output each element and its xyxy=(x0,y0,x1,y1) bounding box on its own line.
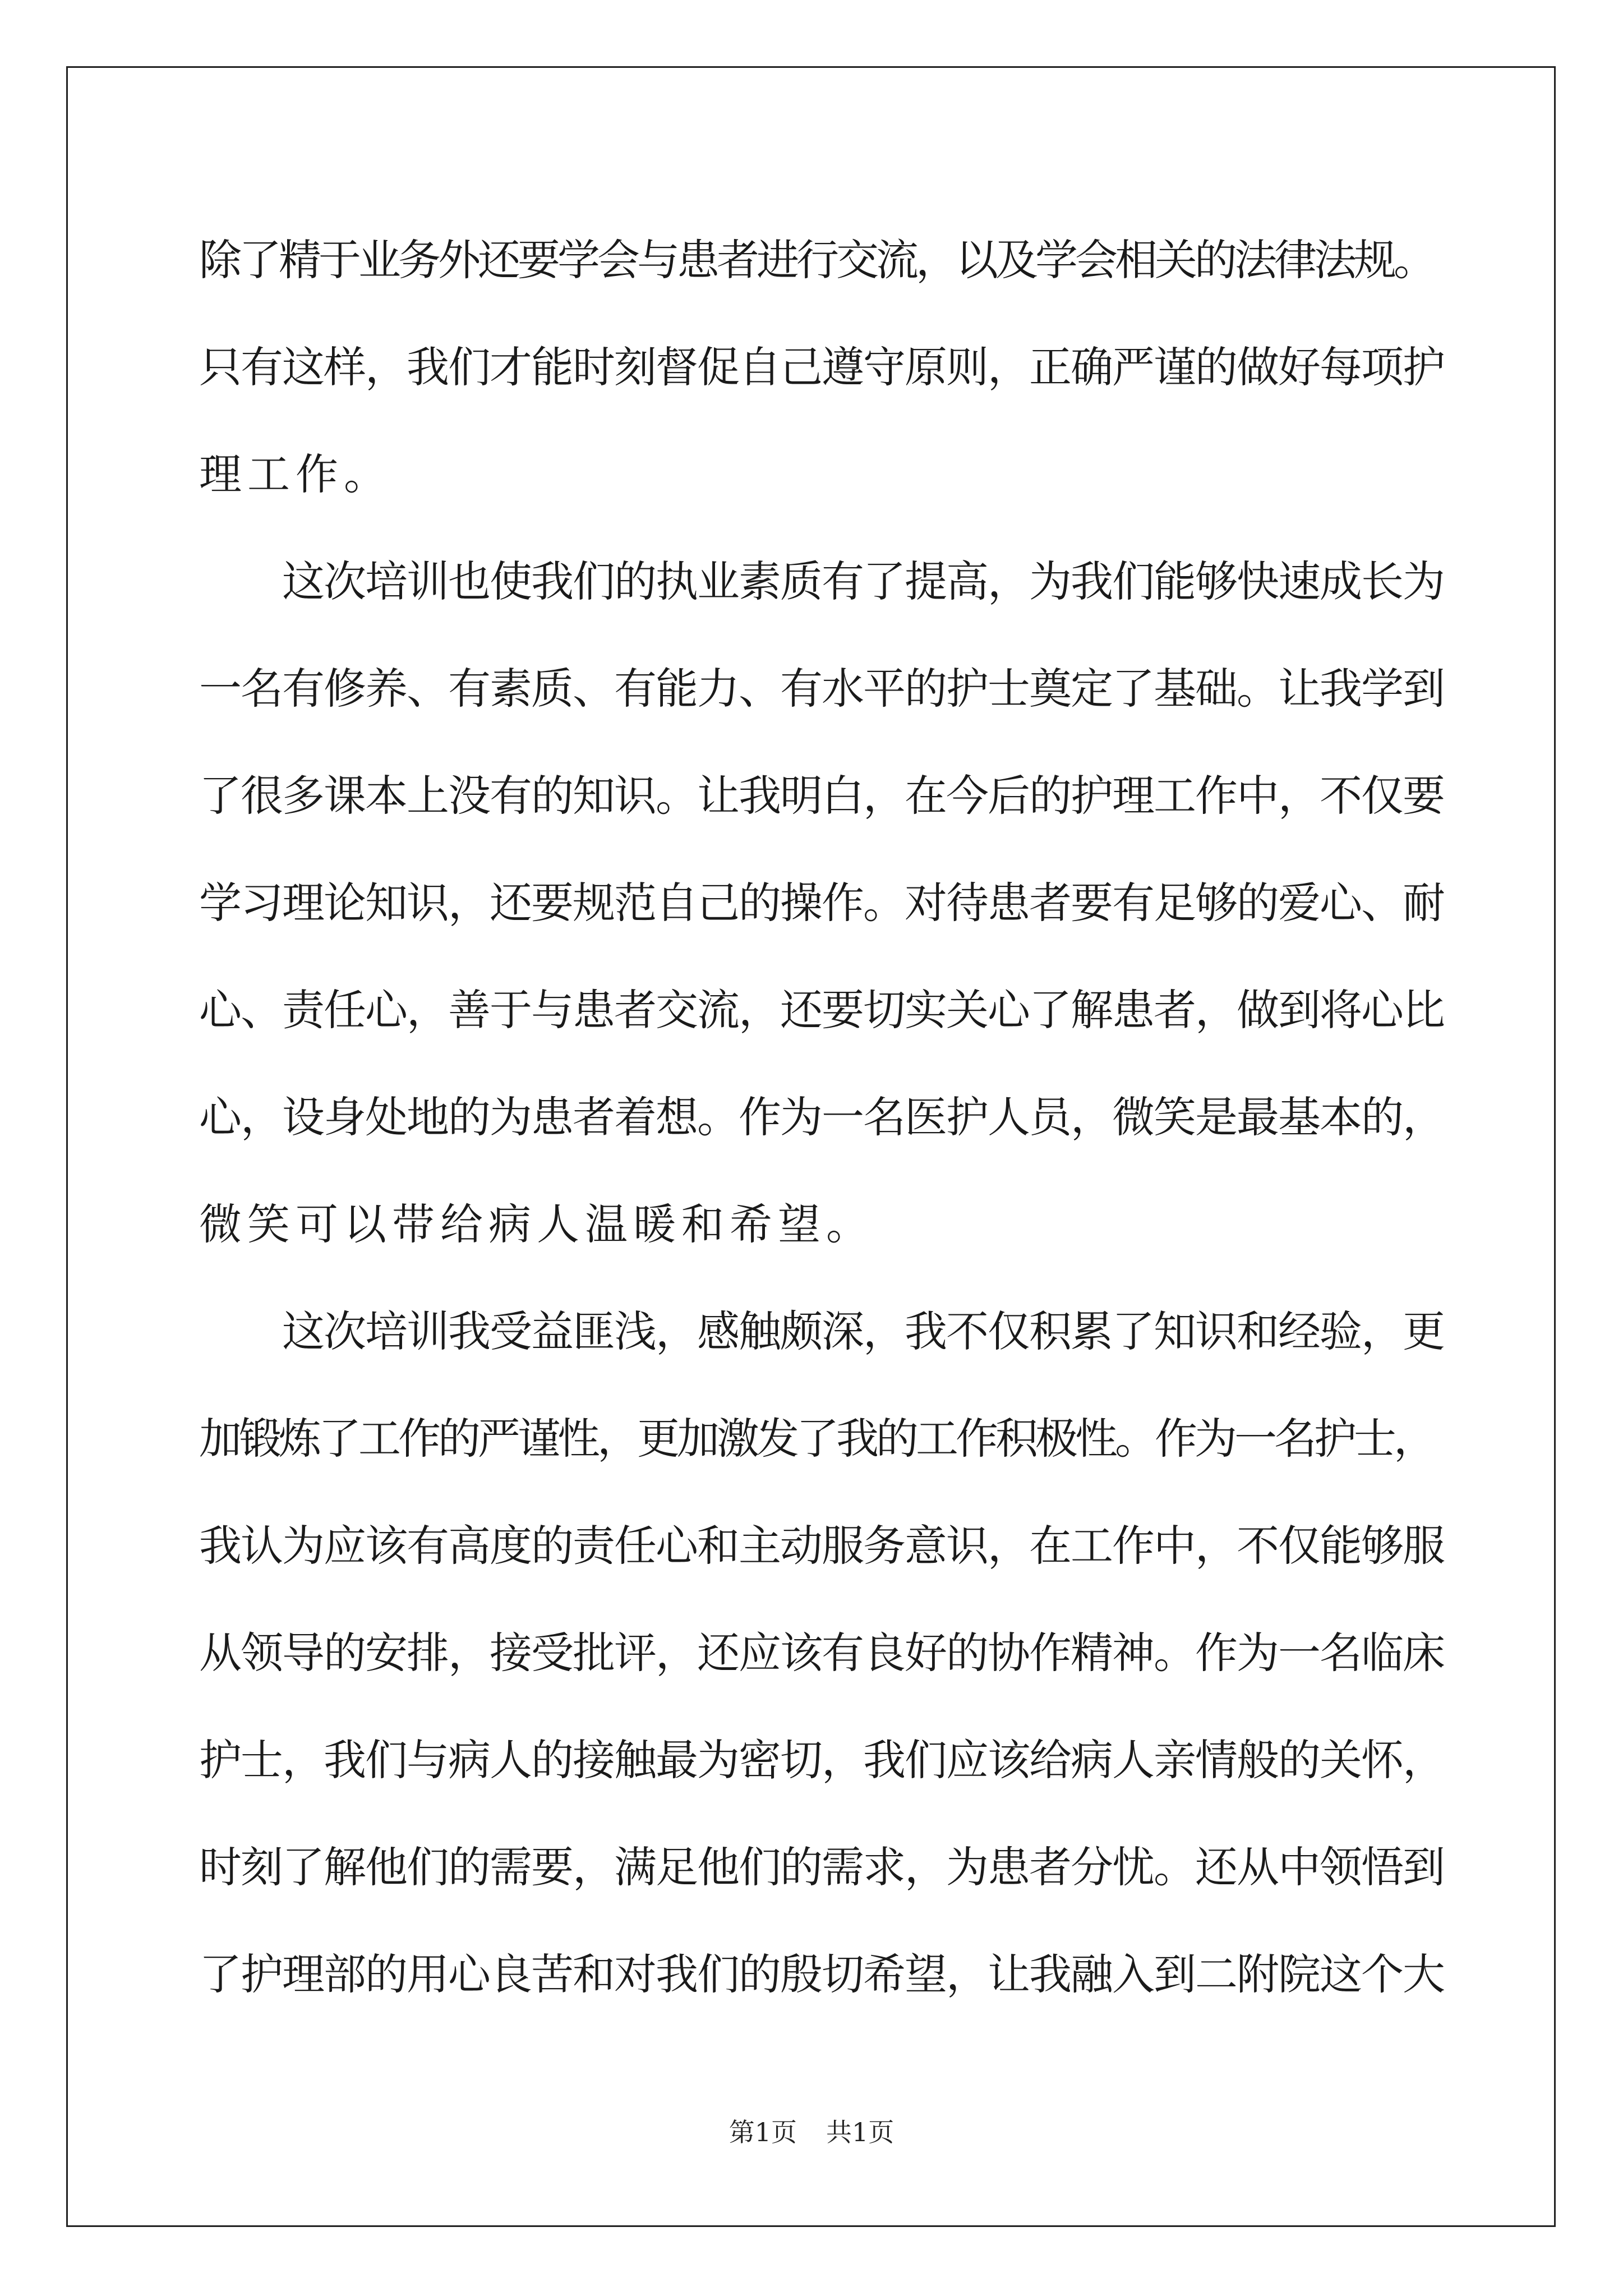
text-line: 心，设身处地的为患者着想。作为一名医护人员，微笑是最基本的， xyxy=(199,1092,1444,1142)
text-line: 只有这样，我们才能时刻督促自己遵守原则，正确严谨的做好每项护 xyxy=(199,342,1444,392)
text-line: 除了精于业务外还要学会与患者进行交流，以及学会相关的法律法规。 xyxy=(199,235,1433,285)
text-line: 理工作。 xyxy=(199,449,392,499)
page-footer xyxy=(0,2112,1623,2149)
text-line: 我认为应该有高度的责任心和主动服务意识，在工作中，不仅能够服 xyxy=(199,1521,1444,1571)
page-total: 共1页 xyxy=(826,2117,895,2147)
text-line: 这次培训也使我们的执业素质有了提高，为我们能够快速成长为 xyxy=(199,556,1444,606)
document-body xyxy=(199,206,1444,2028)
text-line: 这次培训我受益匪浅，感触颇深，我不仅积累了知识和经验，更 xyxy=(199,1306,1444,1356)
text-line: 从领导的安排，接受批评，还应该有良好的协作精神。作为一名临床 xyxy=(199,1628,1444,1678)
text-line: 了很多课本上没有的知识。让我明白，在今后的护理工作中，不仅要 xyxy=(199,771,1444,821)
text-line: 时刻了解他们的需要，满足他们的需求，为患者分忧。还从中领悟到 xyxy=(199,1842,1444,1892)
text-line: 加锻炼了工作的严谨性，更加激发了我的工作积极性。作为一名护士， xyxy=(199,1414,1433,1464)
text-line: 护士，我们与病人的接触最为密切，我们应该给病人亲情般的关怀， xyxy=(199,1735,1444,1785)
text-line: 一名有修养、有素质、有能力、有水平的护士奠定了基础。让我学到 xyxy=(199,664,1444,714)
page-number: 第1页 xyxy=(728,2117,797,2147)
text-line: 学习理论知识，还要规范自己的操作。对待患者要有足够的爱心、耐 xyxy=(199,878,1444,928)
text-line: 了护理部的用心良苦和对我们的殷切希望，让我融入到二附院这个大 xyxy=(199,1949,1444,1999)
text-line: 微笑可以带给病人温暖和希望。 xyxy=(199,1199,874,1249)
text-line: 心、责任心，善于与患者交流，还要切实关心了解患者，做到将心比 xyxy=(199,985,1444,1035)
